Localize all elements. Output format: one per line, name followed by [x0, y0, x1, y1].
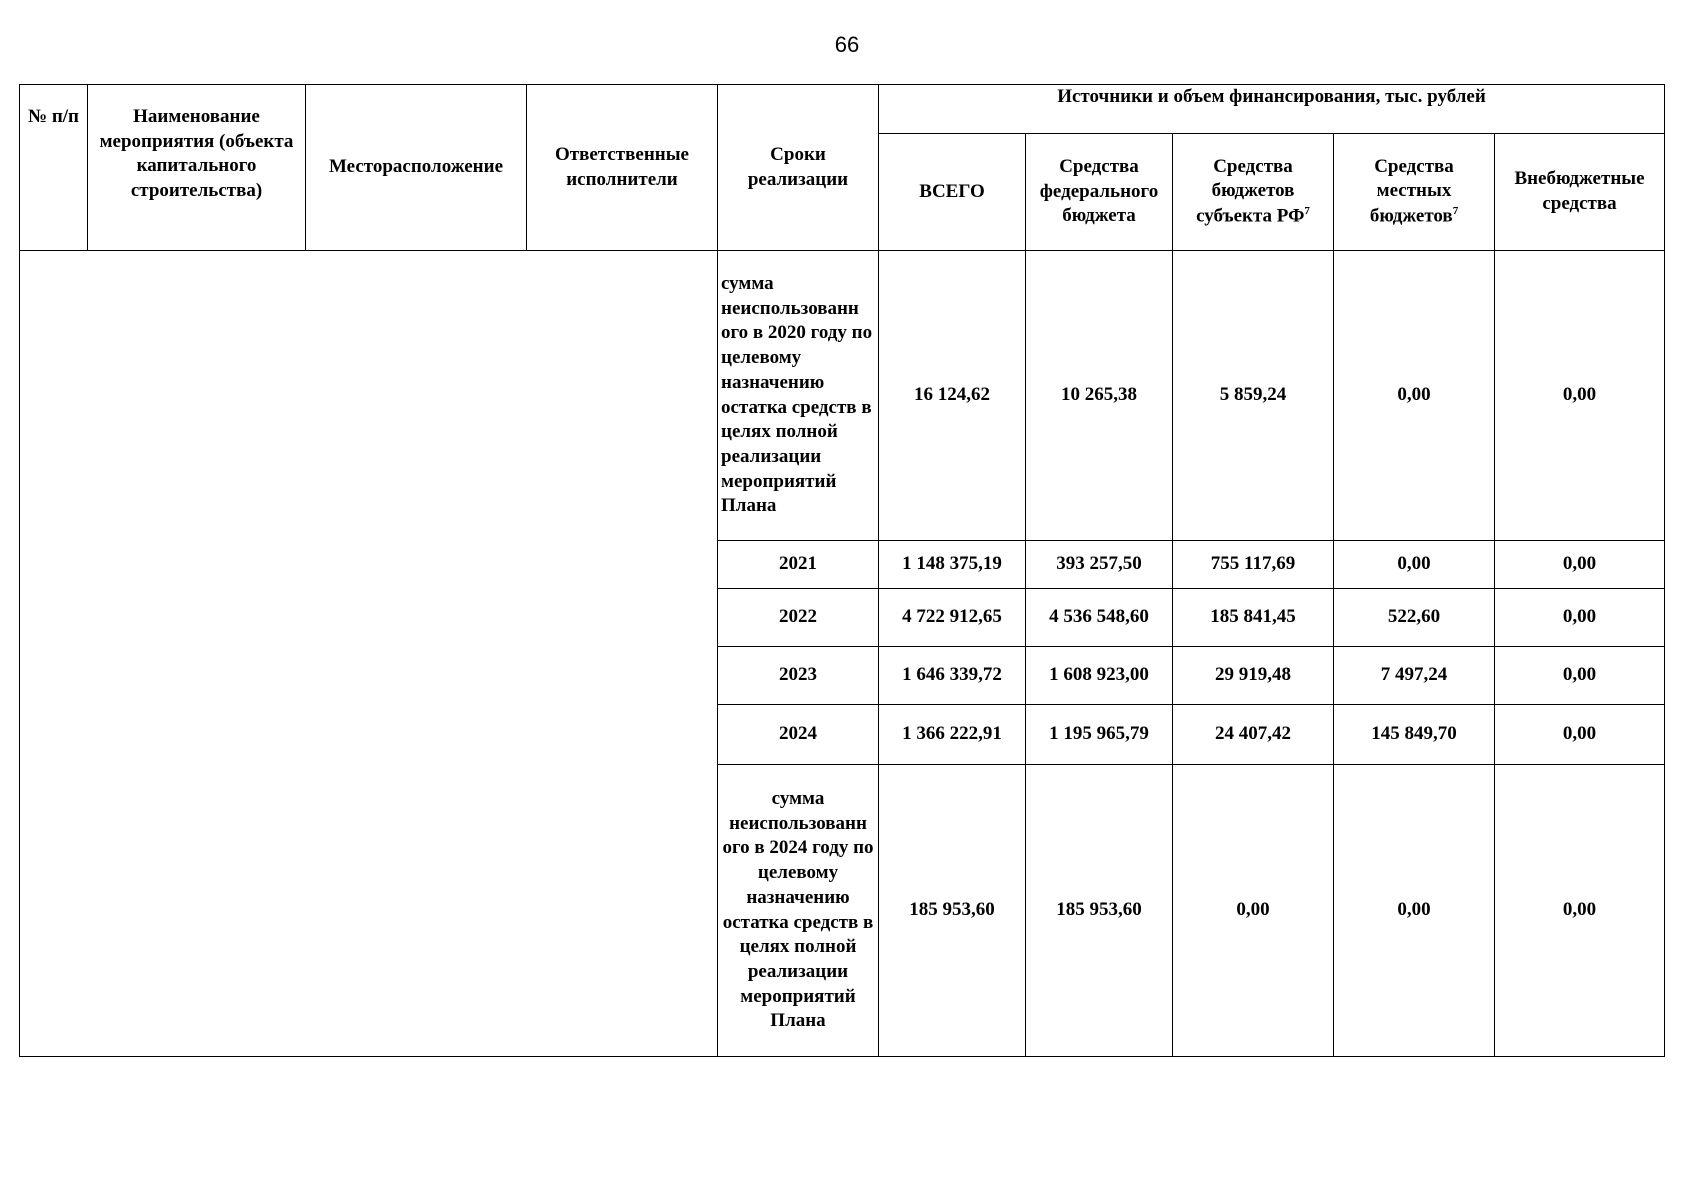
federal-cell: 185 953,60 [1026, 765, 1173, 1057]
footnote-marker: 7 [1304, 205, 1310, 218]
federal-cell: 10 265,38 [1026, 251, 1173, 541]
extra-cell: 0,00 [1495, 541, 1665, 589]
footnote-marker: 7 [1452, 205, 1459, 218]
federal-cell: 1 608 923,00 [1026, 647, 1173, 705]
financing-table [19, 84, 1665, 1057]
period-cell: 2024 [718, 705, 879, 765]
local-cell: 145 849,70 [1334, 705, 1495, 765]
total-cell: 1 366 222,91 [879, 705, 1026, 765]
federal-cell: 1 195 965,79 [1026, 705, 1173, 765]
local-cell: 7 497,24 [1334, 647, 1495, 705]
subject-cell: 755 117,69 [1173, 541, 1334, 589]
extra-cell: 0,00 [1495, 251, 1665, 541]
subject-cell: 24 407,42 [1173, 705, 1334, 765]
header-local [1334, 134, 1495, 251]
table-row [20, 251, 1665, 541]
period-cell: сумма неиспользованн ого в 2020 году по целевому назначению остатка средств в целях полной реализации мероприятий Плана [718, 251, 879, 541]
header-subject [1173, 134, 1334, 251]
period-cell: сумма неиспользованн ого в 2024 году по целевому назначению остатка средств в целях полной реализации мероприятий Плана [718, 765, 879, 1057]
total-cell: 1 148 375,19 [879, 541, 1026, 589]
extra-cell: 0,00 [1495, 765, 1665, 1057]
header-location: Месторасположение [306, 85, 527, 251]
extra-cell: 0,00 [1495, 589, 1665, 647]
header-federal: Средства федерального бюджета [1026, 134, 1173, 251]
header-name: Наименование мероприятия (объекта капитального строительства) [88, 85, 306, 251]
local-cell: 0,00 [1334, 765, 1495, 1057]
header-extra: Внебюджетные средства [1495, 134, 1665, 251]
header-responsible: Ответственные исполнители [527, 85, 718, 251]
total-cell: 4 722 912,65 [879, 589, 1026, 647]
header-total: ВСЕГО [879, 134, 1026, 251]
header-local-label: Средства местных бюджетов [1369, 155, 1454, 227]
header-sources: Источники и объем финансирования, тыс. рублей [879, 85, 1665, 134]
merged-empty-cell [20, 251, 718, 1057]
subject-cell: 185 841,45 [1173, 589, 1334, 647]
local-cell: 0,00 [1334, 541, 1495, 589]
extra-cell: 0,00 [1495, 647, 1665, 705]
header-num: № п/п [20, 85, 88, 251]
total-cell: 1 646 339,72 [879, 647, 1026, 705]
total-cell: 185 953,60 [879, 765, 1026, 1057]
period-cell: 2021 [718, 541, 879, 589]
total-cell: 16 124,62 [879, 251, 1026, 541]
page-number: 66 [834, 32, 860, 57]
local-cell: 0,00 [1334, 251, 1495, 541]
extra-cell: 0,00 [1495, 705, 1665, 765]
local-cell: 522,60 [1334, 589, 1495, 647]
subject-cell: 29 919,48 [1173, 647, 1334, 705]
header-terms: Сроки реализации [718, 85, 879, 251]
period-cell: 2023 [718, 647, 879, 705]
header-row-1 [20, 85, 1665, 134]
header-subject-label: Средства бюджетов субъекта РФ [1196, 155, 1305, 227]
subject-cell: 0,00 [1173, 765, 1334, 1057]
subject-cell: 5 859,24 [1173, 251, 1334, 541]
federal-cell: 393 257,50 [1026, 541, 1173, 589]
period-cell: 2022 [718, 589, 879, 647]
federal-cell: 4 536 548,60 [1026, 589, 1173, 647]
